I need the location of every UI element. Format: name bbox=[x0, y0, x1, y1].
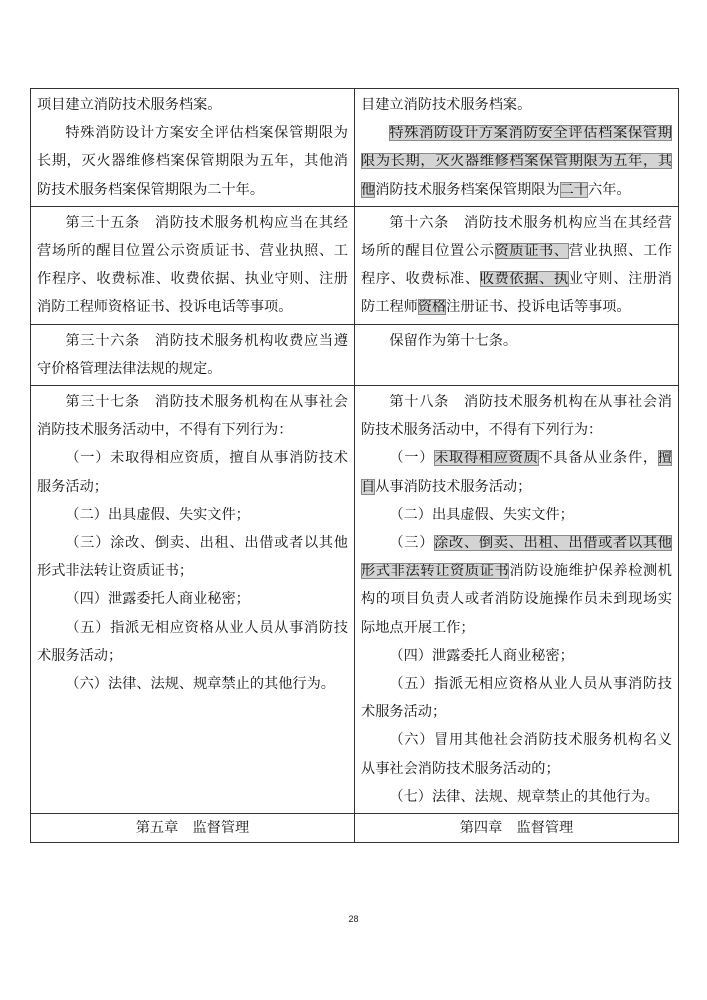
paragraph bbox=[37, 327, 348, 383]
paragraph bbox=[361, 529, 672, 642]
text-segment: （四）泄露委托人商业秘密； bbox=[65, 591, 250, 608]
highlighted-change: 资质证书、 bbox=[494, 243, 569, 260]
text-segment: （四）泄露委托人商业秘密； bbox=[389, 647, 574, 664]
text-segment: （六）冒用其他社会消防技术服务机构名义从事社会消防技术服务活动的； bbox=[361, 732, 672, 777]
text-segment: （五）指派无相应资格从业人员从事消防技术服务活动； bbox=[361, 676, 672, 721]
text-segment: （七）法律、法规、规章禁止的其他行为。 bbox=[389, 788, 659, 805]
table-row bbox=[31, 386, 679, 814]
paragraph bbox=[361, 670, 672, 726]
text-segment: 消防设施维护保养检测机构的项目负责人或者消防设施操作员未到现场实际地点开展工作； bbox=[361, 563, 672, 636]
text-segment: （三）涂改、倒卖、出租、出借或者以其他形式非法转让资质证书； bbox=[37, 535, 348, 580]
chapter-heading-original: 第五章 监督管理 bbox=[31, 814, 355, 843]
paragraph bbox=[361, 209, 672, 322]
table-row bbox=[31, 324, 679, 385]
paragraph bbox=[361, 726, 672, 782]
text-segment: 第十六条 消防技术服务机构应当在其经营场所的醒目位置公示 bbox=[361, 214, 672, 260]
text-segment: 消防技术服务档案保管期限为 bbox=[375, 181, 560, 198]
text-segment: （三） bbox=[389, 535, 435, 552]
paragraph bbox=[361, 501, 672, 529]
text-segment: （五）指派无相应资格从业人员从事消防技术服务活动； bbox=[37, 619, 348, 664]
paragraph bbox=[37, 501, 348, 529]
paragraph bbox=[37, 529, 348, 585]
text-segment: 不具备从业条件， bbox=[538, 450, 658, 467]
revised-text-cell bbox=[355, 386, 679, 814]
original-text-cell bbox=[31, 89, 355, 207]
text-segment: （六）法律、法规、规章禁止的其他行为。 bbox=[65, 676, 335, 693]
paragraph bbox=[37, 209, 348, 322]
paragraph bbox=[37, 614, 348, 670]
revised-text-cell bbox=[355, 206, 679, 324]
highlighted-change: 涂改、倒卖、出租、出借或者以其他形式非法转让资质证书 bbox=[361, 535, 672, 580]
paragraph bbox=[37, 670, 348, 698]
revised-text-cell bbox=[355, 324, 679, 385]
highlighted-change: 特殊消防设计方案消防安全评估档案保管期限为长期，灭火器维修档案保管期限为五年，其他 bbox=[361, 125, 672, 198]
text-segment: 注册证书、投诉电话等事项。 bbox=[446, 299, 631, 316]
highlighted-change: 资格 bbox=[417, 299, 447, 316]
paragraph bbox=[361, 783, 672, 811]
text-segment: 营业执照、工作程序、收费标准、 bbox=[361, 243, 672, 288]
highlighted-change: 二十 bbox=[559, 181, 589, 198]
paragraph bbox=[37, 444, 348, 500]
text-segment: （二）出具虚假、失实文件； bbox=[65, 506, 250, 523]
paragraph bbox=[37, 119, 348, 204]
paragraph bbox=[361, 444, 672, 500]
text-segment: 第十八条 消防技术服务机构在从事社会消防技术服务活动中，不得有下列行为： bbox=[361, 394, 672, 439]
paragraph bbox=[37, 91, 348, 119]
chapter-heading-revised: 第四章 监督管理 bbox=[355, 814, 679, 843]
comparison-table-body bbox=[31, 89, 679, 843]
paragraph bbox=[361, 642, 672, 670]
text-segment: 第三十五条 消防技术服务机构应当在其经营场所的醒目位置公示资质证书、营业执照、工作程序、收费标准、收费依据、执业守则、注册消防工程师资格证书、投诉电话等事项。 bbox=[37, 214, 348, 316]
original-text-cell bbox=[31, 324, 355, 385]
text-segment: 从事消防技术服务活动； bbox=[375, 478, 532, 495]
highlighted-change: 未取得相应资质 bbox=[434, 450, 539, 467]
table-row bbox=[31, 206, 679, 324]
page-number: 28 bbox=[348, 914, 359, 924]
paragraph bbox=[361, 388, 672, 444]
highlighted-change: 擅自 bbox=[361, 450, 672, 495]
comparison-table bbox=[30, 88, 679, 843]
text-segment: 业守则、注册消防工程师 bbox=[361, 271, 672, 316]
paragraph bbox=[361, 327, 672, 355]
table-row bbox=[31, 89, 679, 207]
text-segment: 特殊消防设计方案安全评估档案保管期限为长期，灭火器维修档案保管期限为五年，其他消防技术服务档案保管期限为二十年。 bbox=[37, 125, 348, 198]
original-text-cell bbox=[31, 206, 355, 324]
text-segment: 目建立消防技术服务档案。 bbox=[361, 97, 532, 113]
paragraph bbox=[37, 388, 348, 444]
text-segment: 项目建立消防技术服务档案。 bbox=[37, 97, 222, 113]
text-segment: 六年。 bbox=[588, 181, 631, 198]
text-segment: （一）未取得相应资质，擅自从事消防技术服务活动； bbox=[37, 450, 348, 495]
chapter-row bbox=[31, 814, 679, 843]
revised-text-cell bbox=[355, 89, 679, 207]
original-text-cell bbox=[31, 386, 355, 814]
highlighted-change: 收费依据、执 bbox=[479, 271, 569, 288]
paragraph bbox=[361, 119, 672, 204]
paragraph bbox=[37, 585, 348, 613]
text-segment: 保留作为第十七条。 bbox=[389, 332, 518, 349]
text-segment: （一） bbox=[389, 450, 435, 467]
paragraph bbox=[361, 91, 672, 119]
text-segment: 第三十七条 消防技术服务机构在从事社会消防技术服务活动中，不得有下列行为： bbox=[37, 394, 348, 439]
text-segment: 第三十六条 消防技术服务机构收费应当遵守价格管理法律法规的规定。 bbox=[37, 332, 348, 377]
text-segment: （二）出具虚假、失实文件； bbox=[389, 506, 574, 523]
